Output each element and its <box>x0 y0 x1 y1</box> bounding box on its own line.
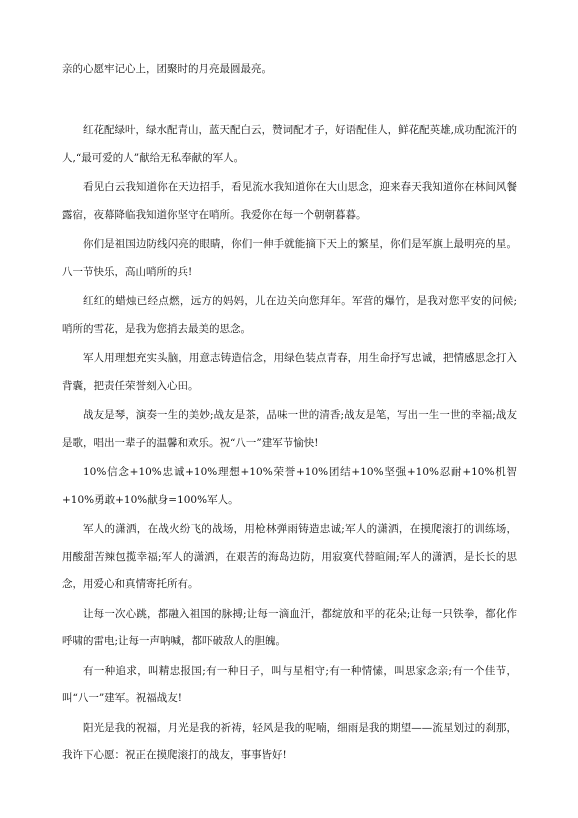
paragraph: 军人的潇洒，在战火纷飞的战场，用枪林弹雨铸造忠诚;军人的潇洒，在摸爬滚打的训练场，用酸甜苦辣包揽幸福;军人的潇洒，在艰苦的海岛边防，用寂寞代替暄闹;军人的潇洒，是长长的思念，用爱心和真情寄托所有。 <box>62 523 517 590</box>
paragraph: 10%信念+10%忠诚+10%理想+10%荣誉+10%团结+10%坚强+10%忍耐+10%机智+10%勇敢+10%献身=100%军人。 <box>62 466 517 506</box>
paragraph: 你们是祖国边防线闪亮的眼睛，你们一伸手就能摘下天上的繁星，你们是军旗上最明亮的星。八一节快乐，高山哨所的兵! <box>62 238 517 278</box>
paragraph: 红花配绿叶，绿水配青山，蓝天配白云，赞词配才子，好语配佳人，鲜花配英雄,成功配流汗的人,“最可爱的人”献给无私奉献的军人。 <box>62 124 517 164</box>
paragraph: 战友是琴，演奏一生的美妙;战友是茶，品味一世的清香;战友是笔，写出一生一世的幸福;战友是歌，唱出一辈子的温馨和欢乐。祝“八一”建军节愉快! <box>62 409 517 449</box>
paragraph-continued: 亲的心愿牢记心上，团聚时的月亮最圆最亮。 <box>62 63 272 75</box>
paragraph: 看见白云我知道你在天边招手，看见流水我知道你在大山思念，迎来春天我知道你在林间风餐露宿，夜幕降临我知道你坚守在哨所。我爱你在每一个朝朝暮暮。 <box>62 181 517 221</box>
paragraph: 有一种追求，叫精忠报国;有一种日子，叫与星相守;有一种情愫，叫思家念亲;有一个佳节，叫“八一”建军。祝福战友! <box>62 664 517 704</box>
paragraph: 让每一次心跳，都融入祖国的脉搏;让每一滴血汗，都绽放和平的花朵;让每一只铁拳，都化作呼啸的雷电;让每一声呐喊，都吓破敌人的胆魄。 <box>62 607 517 647</box>
paragraph: 红红的蜡烛已经点燃，远方的妈妈，儿在边关向您拜年。军营的爆竹，是我对您平安的问候;哨所的雪花，是我为您捎去最美的思念。 <box>62 295 517 335</box>
paragraph: 阳光是我的祝福，月光是我的祈祷，轻风是我的呢喃，细雨是我的期望——流星划过的刹那，我许下心愿：祝正在摸爬滚打的战友，事事皆好! <box>62 721 517 761</box>
paragraph: 军人用理想充实头脑，用意志铸造信念，用绿色装点青春，用生命抒写忠诚，把情感思念打入背囊，把责任荣誉刻入心田。 <box>62 352 517 392</box>
